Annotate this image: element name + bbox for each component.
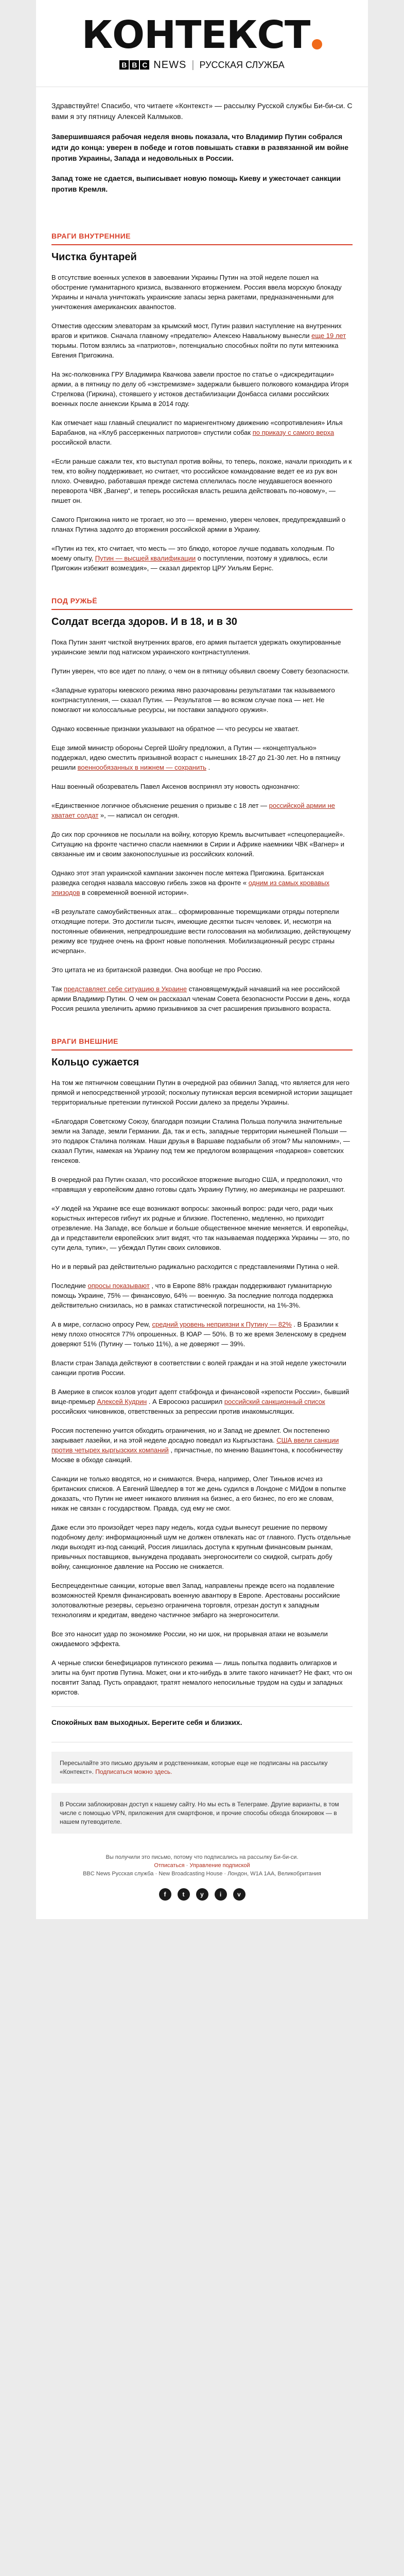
social-links <box>36 1883 368 1919</box>
kudrin-link[interactable]: Алексей Кудрин <box>97 1398 147 1405</box>
text: «Путин из тех, кто считает, что месть — это блюдо, которое лучше подавать холодным. По моему опыту, <box>51 545 335 562</box>
bbc-letter: B <box>130 60 139 70</box>
sanctions-list-link[interactable]: российский санкционный список <box>224 1398 325 1405</box>
logo-dot-icon <box>312 39 322 49</box>
paragraph: А черные списки бенефициаров путинского режима — лишь попытка подавить олигархов и элиты на бунт против Путина. Может, они и кто-нибудь в элите такого начинает? Не факт, что он посвятит Запад. Пусть оправдают, тратят немалого непосильные трудом на суды и западных юристов. <box>51 1659 352 1696</box>
paragraph: В очередной раз Путин сказал, что российское вторжение выгодно США, и предположил, что «правящая у европейским давно готовы сдать Украину Путину, но американцы не разрешают. <box>51 1176 345 1193</box>
intro-lead-text: Завершившаяся рабочая неделя вновь показала, что Владимир Путин собрался идти до конца: уверен в победе и готов повышать ставки в развязанной им войне против Украины, Запада и недовольных в России. <box>51 132 349 162</box>
paragraph: Санкции не только вводятся, но и снимаются. Вчера, например, Олег Тиньков исчез из британских списков. А Евгений Шведлер в тот же день судился в Лондоне с МИДом в попытке доказать, что Путин не имеет никакого влияния на бизнес, а его бизнес, по его же словам, никак не связан с государством. Правда, суд ему не смог. <box>51 1475 346 1512</box>
forward-box <box>51 1752 353 1784</box>
intro <box>36 87 368 213</box>
manage-subscription-link[interactable]: Управление подпиской <box>189 1862 250 1869</box>
order-link[interactable]: по приказу с самого верха <box>252 429 335 436</box>
text: о поступлении, поэтому я удивлюсь, если Пригожин избежит возмездия», — сказал директор ЦРУ Уильям Бернс. <box>51 554 328 572</box>
quote <box>51 801 353 820</box>
text: Однако этот этап украинской кампании закончен после мятежа Пригожина. Британская разведка сегодня назвала массовую гибель зэков на фронте « <box>51 869 324 887</box>
text: становящемуждый начавший на нее российской армии Владимир Путин. О чем он рассказал членам Совета безопасности России в день, когда Россия решила увеличить армию призывников за счет расширения призывного возраста. <box>51 985 350 1012</box>
vk-icon[interactable]: v <box>233 1888 245 1901</box>
kyrgyz-sanctions-link[interactable]: США ввели санкции против четырех кыргызских компаний <box>51 1436 339 1454</box>
twitter-icon[interactable]: t <box>178 1888 190 1901</box>
section-title: Чистка бунтарей <box>51 251 137 263</box>
text: , что в Европе 88% граждан поддерживают гуманитарную помощь Украине, 75% — финансовую, 64% — военную. За последние полгода поддержка действительно снизилась, но в рамках статистической погрешности, на 1%-3%. <box>51 1282 333 1309</box>
section-draft <box>36 617 368 1013</box>
text: Так <box>51 985 62 993</box>
paragraph <box>51 1387 353 1416</box>
unsubscribe-link[interactable]: Отписаться <box>154 1862 185 1869</box>
text: в современной военной истории». <box>82 889 189 896</box>
quote <box>51 544 353 573</box>
intro-lead-2 <box>51 173 353 195</box>
section-label-draft: ПОД РУЖЬЁ <box>51 582 353 610</box>
text: . В Бразилии к нему плохо относятся 77% опрошенных. В ЮАР — 50%. В то же время Зеленскому в среднем доверяют 51% (Путину — только 11%), а не доверяют — 39%. <box>51 1320 346 1348</box>
text: Как отмечает наш главный специалист по мариенгентному движению «сопротивления» Илья Барабанов, на «Клуб рассерженных патриотов» спустили собак <box>51 419 343 436</box>
paragraph: Даже если это произойдет через пару недель, когда судьи вынесут решение по первому подобному делу: информационный шум не должен отвлекать нас от главного. Пусть отдельные люди выходят из-под санкций, Россия лишилась доступа к крупным финансовым рынкам, привычных поставщиков, вынуждена продавать энергоносители со скидкой, сыграть добу войну, санкционное давление на Россию не снижается. <box>51 1523 351 1570</box>
service-name: РУССКАЯ СЛУЖБА <box>199 59 285 70</box>
paragraph: Самого Пригожина никто не трогает, но это — временно, уверен человек, предупреждавший о планах Путина задолго до вторжения российской армии в Украину. <box>51 516 346 533</box>
intro-greeting: Здравствуйте! Спасибо, что читаете «Контекст» — рассылку Русской службы Би-би-си. С вами я эту пятницу Алексей Калмыков. <box>51 101 353 121</box>
youtube-icon[interactable]: y <box>196 1888 208 1901</box>
paragraph: Путин уверен, что все идет по плану, о чем он в пятницу объявил своему Совету безопасности. <box>51 667 350 675</box>
quote: «В результате самоубийственных атак... сформированные тюремщиками отряды потерпели отходящие потери. Это достигли тысяч, имеющие десятки тысяч человек. И, несмотря на постоянные обвинения, непредпрошедшие вести голосования на мобилизацию, действующему режиму все труднее очень на фронт новые пополнения. Мобилизационный ресурс страны исчерпан». <box>51 908 351 955</box>
section-title: Кольцо сужается <box>51 1057 139 1068</box>
text: тюрьмы. Потом взялись за «патриотов», потенциально способных пойти по пути мятежника Евгения Пригожина. <box>51 342 339 359</box>
text: А в мире, согласно опросу Pew, <box>51 1320 150 1328</box>
paragraph: Пока Путин занят чисткой внутренних врагов, его армия пытается удержать оккупированные украинские земли под натиском украинского контрнаступления. <box>51 638 341 656</box>
text: », — написал он сегодня. <box>100 811 180 819</box>
paragraph <box>51 868 353 897</box>
paragraph: В отсутствие военных успехов в завоевании Украины Путин на этой неделе пошел на обострение гуманитарного кризиса, вызванного вторжением. Россия ввела морскую блокаду Украины и начала уничтожать украинские запасы зерна ракетами, предназначенными для уничтожения американских аванпостов. <box>51 274 342 311</box>
paragraph: Беспрецедентные санкции, которые ввел Запад, направлены прежде всего на подавление возможностей Кремля финансировать военную авантюру в Европе. Арестованы российские золотовалютные резервы, серьезно ограничена торговля, отрезан доступ к западным технологиям и кредитам, введено частичное эмбарго на энергоносители. <box>51 1582 340 1619</box>
paragraph: Это цитата не из британской разведки. Она вообще не про Россию. <box>51 966 262 974</box>
text: В Америке в список козлов угодит адепт стабфонда и финансовой «крепости России», бывший вице-премьер <box>51 1388 349 1405</box>
masthead <box>36 0 368 87</box>
paragraph <box>51 321 353 360</box>
kontekst-logo[interactable] <box>81 12 323 57</box>
bbc-letter: B <box>119 60 129 70</box>
section-internal-enemies <box>36 252 368 573</box>
bbc-branding <box>119 59 284 71</box>
text: Отместив одесским элеваторам за крымский мост, Путин развил наступление на внутренних врагов и критиков. Сначала главному «предателю» Алексею Навальному вынесли <box>51 322 342 340</box>
text: Последние <box>51 1282 86 1290</box>
text: «Единственное логичное объяснение решения о призыве с 18 лет — <box>51 802 268 809</box>
bbc-news-label: NEWS <box>153 59 187 71</box>
quote: «У людей на Украине все еще возникают вопросы: законный вопрос: ради чего, ради чьих корыстных интересов гибнут их родные и близкие. Постепенно, медленно, но приходит отрезвление. На Западе, все больше и больше общественное мнение меняется. И европейцы, да и представители европейских элит видят, что так называемая поддержка Украины — это, по сути дела, тупик», — убеждал Путин своих силовиков. <box>51 1205 350 1251</box>
bloodiest-link[interactable]: одним из самых кровавых эпизодов <box>51 879 330 896</box>
bbc-logo <box>119 60 149 70</box>
text: российских чиновников, ответственных за репрессии против инакомыслящих. <box>51 1408 295 1415</box>
section-label-internal: ВРАГИ ВНУТРЕННИЕ <box>51 217 353 245</box>
text: . <box>208 764 210 771</box>
paragraph: Власти стран Запада действуют в соответствии с волей граждан и на этой неделе ужесточили санкции против России. <box>51 1359 346 1377</box>
footer-reason: Вы получили это письмо, потому что подписались на рассылку Би-би-си. <box>106 1854 298 1860</box>
paragraph <box>51 1319 353 1349</box>
footer-address: BBC News Русская служба · New Broadcasting House · Лондон, W1A 1AA, Великобритания <box>83 1871 321 1877</box>
paragraph <box>51 1426 353 1465</box>
bbc-letter: C <box>140 60 149 70</box>
footer <box>36 1843 368 1883</box>
text: Россия постепенно учится обходить ограничения, но и Запад не дремлет. Он постепенно закрывает лазейки, и на этой неделе досадно поведал из Кыргызстана. <box>51 1427 330 1444</box>
subscribe-link[interactable]: Подписаться можно здесь. <box>95 1768 172 1775</box>
quote: «Благодаря Советскому Союзу, благодаря позиции Сталина Польша получила значительные земли на Западе, земли Германии. Да, так и есть, западные территории нынешней Польши — это подарок Сталина полякам. Наши друзья в Варшаве подзабыли об этом? Мы напомним», — сказал Путин, намекая на Украину под тем же предлогом возвращения «подарков» советских генсеков. <box>51 1117 350 1164</box>
closing-line: Спокойных вам выходных. Берегите себя и близких. <box>51 1718 242 1726</box>
putin-view-link[interactable]: представляет себе ситуацию в Украине <box>63 985 187 993</box>
paragraph <box>51 418 353 447</box>
soldiers-link[interactable]: российской армии не хватает солдат <box>51 802 336 819</box>
quote: «Западные кураторы киевского режима явно разочарованы результатами так называемого контрнаступления, — сказал Путин. — Результатов — во всяком случае пока — нет. Не помогают ни колоссальные ресурсы, ни поставки западного оружия». <box>51 686 335 714</box>
logo-text: КОНТЕКСТ <box>81 12 310 57</box>
paragraph: Но и в первый раз действительно радикально расходится с представлениями Путина о ней. <box>51 1263 340 1270</box>
divider <box>51 1706 353 1707</box>
quote: «Если раньше сажали тех, кто выступал против войны, то теперь, похоже, начали приходить и к тем, кто войну поддерживает, но считает, что российское командование ведет ее из рук вон плохо. Очевидно, работавшая прежде система сплелилась после неудавшегося военного переворота ЧВК „Вагнер“, и теперь российская власть решила действовать по-новому», — пишет он. <box>51 457 352 504</box>
newsletter <box>36 0 368 1919</box>
paragraph <box>51 743 353 772</box>
paragraph: Наш военный обозреватель Павел Аксенов воспринял эту новость однозначно: <box>51 783 300 790</box>
paragraph <box>51 1281 353 1310</box>
section-title: Солдат всегда здоров. И в 18, и в 30 <box>51 616 237 628</box>
navalny-link[interactable]: еще 19 лет <box>311 332 346 340</box>
paragraph: До сих пор срочников не посылали на войну, которую Кремль высчитывает «спецоперацией». Ситуацию на фронте частично спасли наемники в Сирии и Африке наемники ЧВК «Вагнер» и связанные им и своим законопослушные из российских колоний. <box>51 831 345 858</box>
paragraph: Все это наносит удар по экономике России, но ни шок, ни прорывная атаки не возымели ожидаемого эффекта. <box>51 1630 328 1648</box>
paragraph: Однако косвенные признаки указывают на обратное — что ресурсы не хватает. <box>51 725 300 733</box>
facebook-icon[interactable]: f <box>159 1888 171 1901</box>
text: , причастные, по мнению Вашингтона, к пособничеству Москве в обходе санкций. <box>51 1446 343 1464</box>
footer-links: Отписаться · Управление подпиской <box>154 1862 250 1869</box>
forward-text: Пересылайте это письмо друзьям и родственникам, которые еще не подписаны на рассылку «Контекст». <box>60 1759 328 1775</box>
intro-lead <box>51 131 353 164</box>
polls-link[interactable]: опросы показывают <box>87 1282 150 1290</box>
burns-link[interactable]: Путин — высшей квалификации <box>95 554 196 562</box>
separator: | <box>191 59 195 71</box>
section-external-enemies <box>36 1058 368 1697</box>
paragraph: На том же пятничном совещании Путин в очередной раз обвинил Запад, что является для него прямой и непосредственной угрозой; поскольку путинская версия всемирной истории защищает территориальные претензии путинской России далеко за пределы Украины. <box>51 1079 353 1106</box>
access-box <box>51 1793 353 1834</box>
text: . А Евросоюз расширил <box>148 1398 223 1405</box>
paragraph <box>51 984 353 1013</box>
access-text: В России заблокирован доступ к нашему сайту. Но мы есть в Телеграме. Другие варианты, в том числе с помощью VPN, приложения для смартфонов, и прочие способы обхода блокировок — в нашем путеводителе. <box>60 1801 339 1825</box>
intro-lead-text-2: Запад тоже не сдается, выписывает новую помощь Киеву и ужесточает санкции против Кремля. <box>51 174 341 193</box>
pew-link[interactable]: средний уровень неприязни к Путину — 82% <box>152 1320 292 1328</box>
instagram-icon[interactable]: i <box>215 1888 227 1901</box>
text: Еще зимой министр обороны Сергей Шойгу предложил, а Путин — «концептуально» поддержал, идею сместить призывной возраст с нынешних 18-27 до 21-30 лет. Но в пятницу решили <box>51 744 341 771</box>
text: российской власти. <box>51 438 112 446</box>
draft-age-link[interactable]: военнообязанных в нижнем — сохранить <box>77 764 206 771</box>
paragraph: На экс-полковника ГРУ Владимира Квачкова завели простое по статье о «дискредитации» армии, а в пятницу по делу об «экстремизме» задержали бывшего полкового командира Игоря Стрелкова (Гиркина), стоявшего у истоков дестабилизации Донбасса силами российских военных после аннексии Крыма в 2014 году. <box>51 370 349 408</box>
section-label-external: ВРАГИ ВНЕШНИЕ <box>51 1023 353 1050</box>
